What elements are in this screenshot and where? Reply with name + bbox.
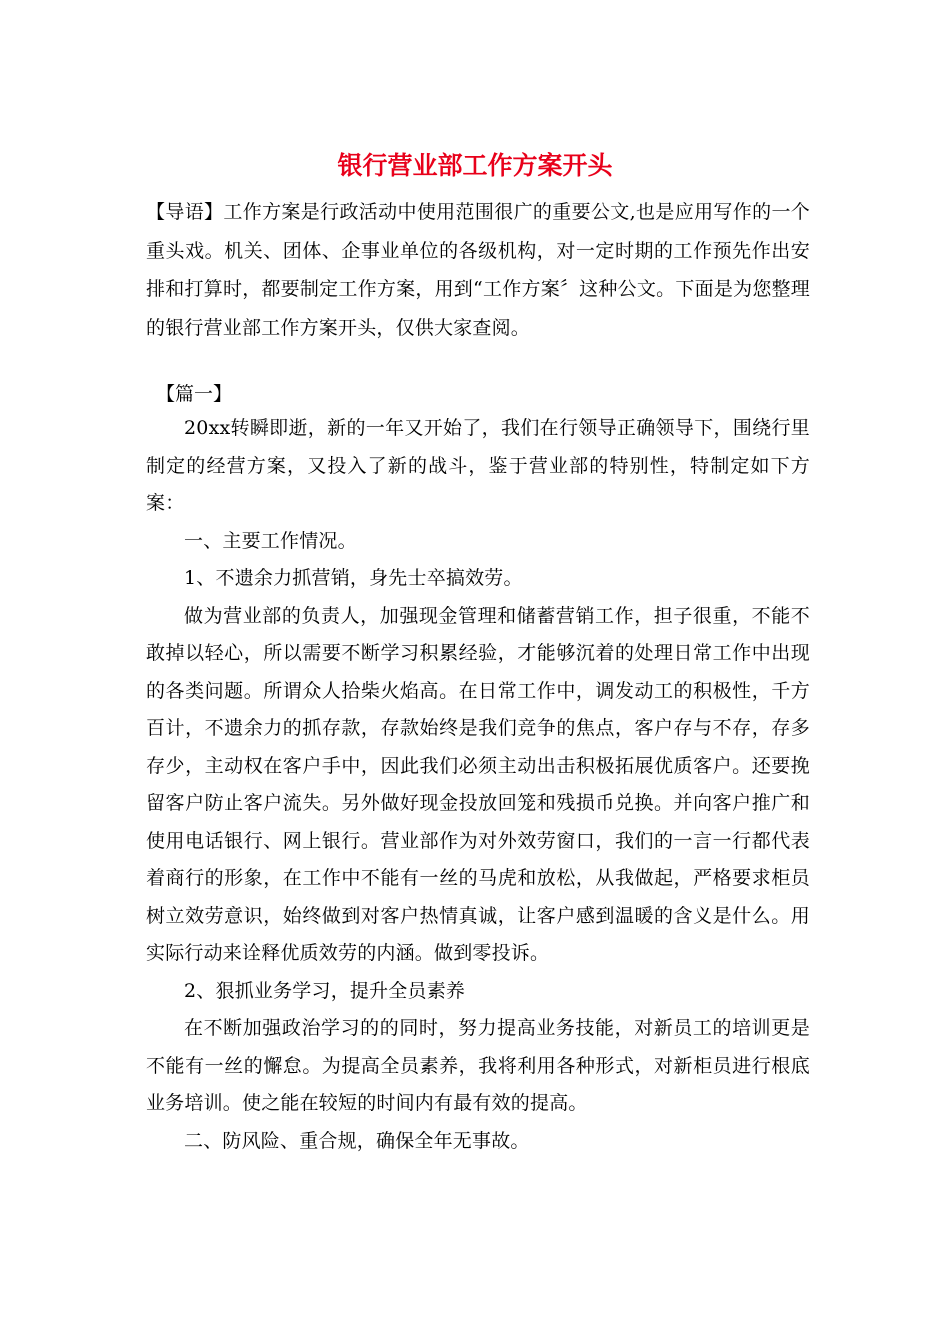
intro-paragraph: 【导语】工作方案是行政活动中使用范围很广的重要公文,也是应用写作的一个重头戏。机关、团体、企事业单位的各级机构，对一定时期的工作预先作出安排和打算时，都要制定工作方案，用到“工作方案〞这种公文。下面是为您整理的银行营业部工作方案开头，仅供大家查阅。 xyxy=(146,201,810,339)
section-label: 【篇一】 xyxy=(156,383,233,405)
document-title: 银行营业部工作方案开头 xyxy=(337,151,613,180)
section-heading: 二、防风险、重合规，确保全年无事故。 xyxy=(184,1129,530,1152)
subsection-heading: 1、不遗余力抓营销，身先士卒搞效劳。 xyxy=(184,567,523,589)
body-paragraph: 20xx转瞬即逝，新的一年又开始了，我们在行领导正确领导下，围绕行里制定的经营方案，又投入了新的战斗，鉴于营业部的特别性，特制定如下方案： xyxy=(146,417,810,514)
body-paragraph: 做为营业部的负责人，加强现金管理和储蓄营销工作，担子很重，不能不敢掉以轻心，所以需要不断学习积累经验，才能够沉着的处理日常工作中出现的各类问题。所谓众人拾柴火焰高。在日常工作中，调发动工的积极性，千方百计，不遗余力的抓存款，存款始终是我们竞争的焦点，客户存与不存，存多存少，主动权在客户手中，因此我们必须主动出击积极拓展优质客户。还要挽留客户防止客户流失。另外做好现金投放回笼和残损币兑换。并向客户推广和使用电话银行、网上银行。营业部作为对外效劳窗口，我们的一言一行都代表着商行的形象，在工作中不能有一丝的马虎和放松，从我做起，严格要求柜员树立效劳意识，始终做到对客户热情真诚，让客户感到温暖的含义是什么。用实际行动来诠释优质效劳的内涵。做到零投诉。 xyxy=(146,604,810,964)
document-body xyxy=(146,410,810,1160)
body-paragraph: 在不断加强政治学习的的同时，努力提高业务技能，对新员工的培训更是不能有一丝的懈怠。为提高全员素养，我将利用各种形式，对新柜员进行根底业务培训。使之能在较短的时间内有最有效的提高。 xyxy=(146,1017,810,1114)
subsection-heading: 2、狠抓业务学习，提升全员素养 xyxy=(184,979,466,1002)
section-heading: 一、主要工作情况。 xyxy=(184,529,357,552)
